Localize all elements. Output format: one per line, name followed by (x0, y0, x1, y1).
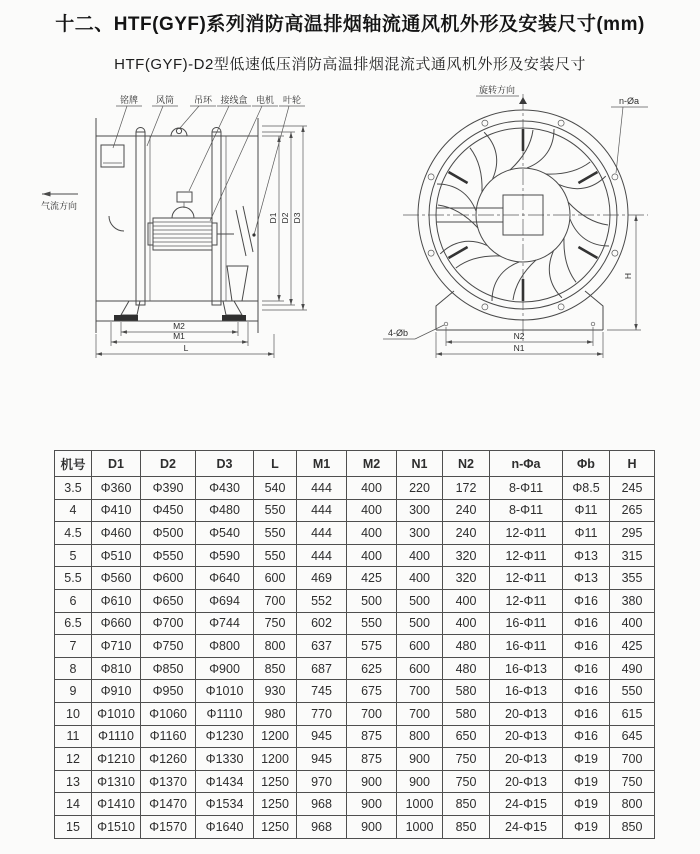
table-cell: 3.5 (55, 477, 92, 500)
table-cell: 24-Φ15 (490, 815, 563, 838)
table-cell: 425 (610, 635, 655, 658)
dim-h: H (623, 272, 633, 280)
impeller-label: 叶轮 (282, 95, 302, 105)
table-cell: 700 (610, 748, 655, 771)
table-cell: 550 (254, 499, 297, 522)
table-row (55, 725, 655, 748)
table-cell: 400 (347, 544, 397, 567)
page-subtitle: HTF(GYF)-D2型低速低压消防高温排烟混流式通风机外形及安装尺寸 (114, 56, 586, 73)
table-cell: Φ650 (141, 589, 196, 612)
table-cell: 12-Φ11 (490, 522, 563, 545)
table-cell: Φ590 (196, 544, 254, 567)
table-cell: 850 (443, 815, 490, 838)
table-cell: Φ1434 (196, 770, 254, 793)
table-cell: 10 (55, 702, 92, 725)
table-cell: 4.5 (55, 522, 92, 545)
table-cell: 12 (55, 748, 92, 771)
column-header: L (254, 451, 297, 477)
table-cell: 320 (443, 544, 490, 567)
table-cell: 220 (397, 477, 443, 500)
table-cell: 615 (610, 702, 655, 725)
table-cell: Φ850 (141, 657, 196, 680)
table-cell: Φ510 (92, 544, 141, 567)
table-cell: Φ13 (563, 544, 610, 567)
column-header: 机号 (55, 451, 92, 477)
table-cell: Φ13 (563, 567, 610, 590)
table-row (55, 612, 655, 635)
table-cell: 355 (610, 567, 655, 590)
column-header: M2 (347, 451, 397, 477)
table-cell: Φ1640 (196, 815, 254, 838)
table-cell: 1000 (397, 793, 443, 816)
junction-box (172, 192, 194, 218)
table-cell: Φ660 (92, 612, 141, 635)
table-cell: 745 (297, 680, 347, 703)
table-cell: Φ1010 (196, 680, 254, 703)
base-dimensions (436, 327, 603, 358)
table-cell: Φ500 (141, 522, 196, 545)
length-dimensions (96, 321, 274, 358)
table-cell: 970 (297, 770, 347, 793)
table-cell: 8-Φ11 (490, 499, 563, 522)
table-cell: Φ1310 (92, 770, 141, 793)
table-cell: 650 (443, 725, 490, 748)
table-cell: Φ1370 (141, 770, 196, 793)
table-cell: 700 (397, 680, 443, 703)
table-cell: 15 (55, 815, 92, 838)
height-dimension (607, 215, 641, 330)
table-cell: 700 (397, 702, 443, 725)
nameplate-label: 铭牌 (119, 95, 139, 105)
table-cell: 750 (443, 770, 490, 793)
table-cell: 12-Φ11 (490, 589, 563, 612)
table-cell: Φ8.5 (563, 477, 610, 500)
table-cell: 900 (347, 770, 397, 793)
table-cell: 425 (347, 567, 397, 590)
motor-label: 电机 (255, 95, 275, 105)
table-cell: 315 (610, 544, 655, 567)
table-cell: Φ750 (141, 635, 196, 658)
table-cell: Φ16 (563, 657, 610, 680)
table-row (55, 477, 655, 500)
table-row (55, 793, 655, 816)
table-row (55, 522, 655, 545)
table-cell: 295 (610, 522, 655, 545)
table-cell: 552 (297, 589, 347, 612)
table-cell: 300 (397, 499, 443, 522)
table-cell: 700 (347, 702, 397, 725)
dim-n2: N2 (513, 331, 525, 341)
table-cell: Φ19 (563, 748, 610, 771)
table-cell: 637 (297, 635, 347, 658)
table-cell: 400 (397, 567, 443, 590)
table-cell: 600 (397, 635, 443, 658)
table-cell: Φ16 (563, 680, 610, 703)
table-cell: 265 (610, 499, 655, 522)
side-view-diagram (26, 88, 360, 378)
table-cell: 400 (347, 499, 397, 522)
table-cell: 800 (397, 725, 443, 748)
table-cell: 550 (254, 522, 297, 545)
table-cell: Φ19 (563, 815, 610, 838)
table-cell: 980 (254, 702, 297, 725)
table-cell: Φ1570 (141, 815, 196, 838)
table-cell: 8 (55, 657, 92, 680)
table-cell: 625 (347, 657, 397, 680)
table-cell: 20-Φ13 (490, 770, 563, 793)
column-header: D2 (141, 451, 196, 477)
table-row (55, 680, 655, 703)
dim-m2: M2 (173, 321, 185, 331)
airflow-direction (41, 194, 78, 211)
dim-d2: D2 (280, 212, 290, 224)
table-row (55, 657, 655, 680)
foot-holes-label: 4-Øb (387, 328, 409, 338)
foot-holes-callout (383, 325, 444, 339)
lifting-ring (171, 128, 187, 136)
table-cell: 675 (347, 680, 397, 703)
table-cell: 580 (443, 702, 490, 725)
table-cell: 20-Φ13 (490, 725, 563, 748)
table-cell: 300 (397, 522, 443, 545)
table-cell: 16-Φ11 (490, 635, 563, 658)
table-cell: 1200 (254, 725, 297, 748)
table-cell: 240 (443, 522, 490, 545)
table-cell: 444 (297, 499, 347, 522)
table-cell: Φ610 (92, 589, 141, 612)
table-cell: Φ744 (196, 612, 254, 635)
column-header: Φb (563, 451, 610, 477)
table-cell: 11 (55, 725, 92, 748)
page-title: 十二、HTF(GYF)系列消防高温排烟轴流通风机外形及安装尺寸(mm) (55, 14, 645, 35)
table-cell: Φ1210 (92, 748, 141, 771)
table-cell: 540 (254, 477, 297, 500)
table-cell: 12-Φ11 (490, 567, 563, 590)
table-cell: 16-Φ13 (490, 657, 563, 680)
table-row (55, 567, 655, 590)
table-cell: 550 (610, 680, 655, 703)
base-pedestal (436, 291, 603, 330)
table-row (55, 770, 655, 793)
flange-holes-callout (611, 96, 648, 173)
table-cell: 400 (347, 522, 397, 545)
table-cell: Φ1060 (141, 702, 196, 725)
table-cell: 750 (254, 612, 297, 635)
table-row (55, 589, 655, 612)
table-cell: 850 (254, 657, 297, 680)
table-cell: Φ11 (563, 499, 610, 522)
dim-n1: N1 (513, 343, 525, 353)
table-cell: 490 (610, 657, 655, 680)
table-cell: 12-Φ11 (490, 544, 563, 567)
table-cell: Φ460 (92, 522, 141, 545)
table-row (55, 499, 655, 522)
table-cell: 800 (254, 635, 297, 658)
table-cell: 550 (254, 544, 297, 567)
table-cell: Φ480 (196, 499, 254, 522)
table-cell: Φ910 (92, 680, 141, 703)
table-cell: 7 (55, 635, 92, 658)
table-cell: 6 (55, 589, 92, 612)
table-cell: 550 (347, 612, 397, 635)
table-cell: Φ1160 (141, 725, 196, 748)
inlet-vane (109, 216, 124, 231)
front-view-diagram (378, 80, 696, 372)
table-cell: Φ1010 (92, 702, 141, 725)
table-cell: Φ1230 (196, 725, 254, 748)
column-header: H (610, 451, 655, 477)
table-cell: 875 (347, 725, 397, 748)
table-cell: 4 (55, 499, 92, 522)
table-cell: Φ410 (92, 499, 141, 522)
table-cell: 1000 (397, 815, 443, 838)
table-cell: 320 (443, 567, 490, 590)
table-cell: 9 (55, 680, 92, 703)
table-cell: 968 (297, 793, 347, 816)
table-cell: Φ360 (92, 477, 141, 500)
table-cell: 400 (443, 589, 490, 612)
table-cell: 1250 (254, 770, 297, 793)
table-row (55, 702, 655, 725)
table-cell: 172 (443, 477, 490, 500)
table-cell: Φ16 (563, 612, 610, 635)
column-header: M1 (297, 451, 347, 477)
table-cell: Φ800 (196, 635, 254, 658)
table-cell: 400 (610, 612, 655, 635)
table-cell: 687 (297, 657, 347, 680)
table-cell: Φ540 (196, 522, 254, 545)
rotation-label: 旋转方向 (478, 85, 516, 95)
dim-d1: D1 (268, 212, 278, 224)
dim-m1: M1 (173, 331, 185, 341)
table-cell: Φ430 (196, 477, 254, 500)
table-cell: 444 (297, 522, 347, 545)
column-header: N2 (443, 451, 490, 477)
column-header: N1 (397, 451, 443, 477)
centerlines (403, 94, 648, 342)
table-cell: Φ710 (92, 635, 141, 658)
table-cell: 800 (610, 793, 655, 816)
junction-box-label: 接线盒 (220, 95, 248, 105)
table-cell: 645 (610, 725, 655, 748)
table-cell: 400 (397, 544, 443, 567)
table-cell: 20-Φ13 (490, 702, 563, 725)
table-cell: 444 (297, 544, 347, 567)
table-cell: 945 (297, 725, 347, 748)
table-cell: 580 (443, 680, 490, 703)
table-cell: 750 (443, 748, 490, 771)
table-cell: Φ1330 (196, 748, 254, 771)
table-cell: Φ1510 (92, 815, 141, 838)
table-cell: 900 (397, 770, 443, 793)
table-cell: Φ550 (141, 544, 196, 567)
dim-l: L (183, 343, 189, 353)
table-row (55, 815, 655, 838)
table-cell: 400 (347, 477, 397, 500)
table-cell: Φ450 (141, 499, 196, 522)
table-cell: 16-Φ11 (490, 612, 563, 635)
table-cell: 14 (55, 793, 92, 816)
table-cell: 480 (443, 657, 490, 680)
table-cell: 24-Φ15 (490, 793, 563, 816)
table-cell: 500 (397, 589, 443, 612)
table-cell: 945 (297, 748, 347, 771)
table-cell: 8-Φ11 (490, 477, 563, 500)
table-cell: Φ810 (92, 657, 141, 680)
table-cell: Φ950 (141, 680, 196, 703)
table-cell: 1250 (254, 793, 297, 816)
table-cell: 575 (347, 635, 397, 658)
column-header: n-Φa (490, 451, 563, 477)
table-cell: 380 (610, 589, 655, 612)
table-cell: Φ390 (141, 477, 196, 500)
table-cell: 770 (297, 702, 347, 725)
table-cell: Φ694 (196, 589, 254, 612)
table-cell: 13 (55, 770, 92, 793)
table-cell: 400 (443, 612, 490, 635)
diameter-dimensions (262, 126, 307, 310)
rotation-direction (476, 84, 527, 104)
table-cell: 240 (443, 499, 490, 522)
table-cell: Φ900 (196, 657, 254, 680)
table-header-row (55, 451, 655, 477)
table-row (55, 748, 655, 771)
column-header: D1 (92, 451, 141, 477)
table-cell: 20-Φ13 (490, 748, 563, 771)
lifting-ring-label: 吊环 (193, 95, 213, 105)
table-cell: 1200 (254, 748, 297, 771)
table-cell: Φ1110 (92, 725, 141, 748)
table-cell: Φ1110 (196, 702, 254, 725)
table-cell: Φ16 (563, 702, 610, 725)
table-row (55, 635, 655, 658)
table-cell: 875 (347, 748, 397, 771)
table-cell: 500 (397, 612, 443, 635)
table-cell: 930 (254, 680, 297, 703)
table-cell: Φ19 (563, 770, 610, 793)
table-cell: 850 (443, 793, 490, 816)
table-cell: 600 (254, 567, 297, 590)
table-cell: 1250 (254, 815, 297, 838)
table-cell: Φ16 (563, 635, 610, 658)
table-cell: 900 (397, 748, 443, 771)
table-cell: 900 (347, 815, 397, 838)
table-cell: Φ640 (196, 567, 254, 590)
table-cell: Φ16 (563, 589, 610, 612)
table-cell: 900 (347, 793, 397, 816)
flange-holes-label: n-Øa (618, 96, 640, 106)
table-cell: 602 (297, 612, 347, 635)
table-cell: 850 (610, 815, 655, 838)
impeller (227, 206, 253, 301)
table-cell: Φ16 (563, 725, 610, 748)
table-cell: 5 (55, 544, 92, 567)
dim-d3: D3 (292, 212, 302, 224)
duct-label: 风筒 (155, 95, 175, 105)
table-cell: Φ700 (141, 612, 196, 635)
nameplate (101, 145, 124, 167)
table-cell: Φ1260 (141, 748, 196, 771)
table-cell: 16-Φ13 (490, 680, 563, 703)
support-feet (96, 301, 258, 321)
table-cell: 500 (347, 589, 397, 612)
table-row (55, 544, 655, 567)
table-cell: 600 (397, 657, 443, 680)
table-cell: 444 (297, 477, 347, 500)
table-cell: Φ1470 (141, 793, 196, 816)
column-header: D3 (196, 451, 254, 477)
table-cell: Φ1410 (92, 793, 141, 816)
table-cell: 6.5 (55, 612, 92, 635)
table-cell: 968 (297, 815, 347, 838)
table-cell: 700 (254, 589, 297, 612)
table-cell: 750 (610, 770, 655, 793)
table-cell: 480 (443, 635, 490, 658)
table-cell: 469 (297, 567, 347, 590)
table-cell: 5.5 (55, 567, 92, 590)
table-cell: Φ19 (563, 793, 610, 816)
table-cell: Φ1534 (196, 793, 254, 816)
table-cell: Φ560 (92, 567, 141, 590)
table-cell: Φ600 (141, 567, 196, 590)
table-cell: 245 (610, 477, 655, 500)
table-cell: Φ11 (563, 522, 610, 545)
dimensions-table (54, 450, 655, 839)
airflow-label: 气流方向 (40, 201, 78, 211)
